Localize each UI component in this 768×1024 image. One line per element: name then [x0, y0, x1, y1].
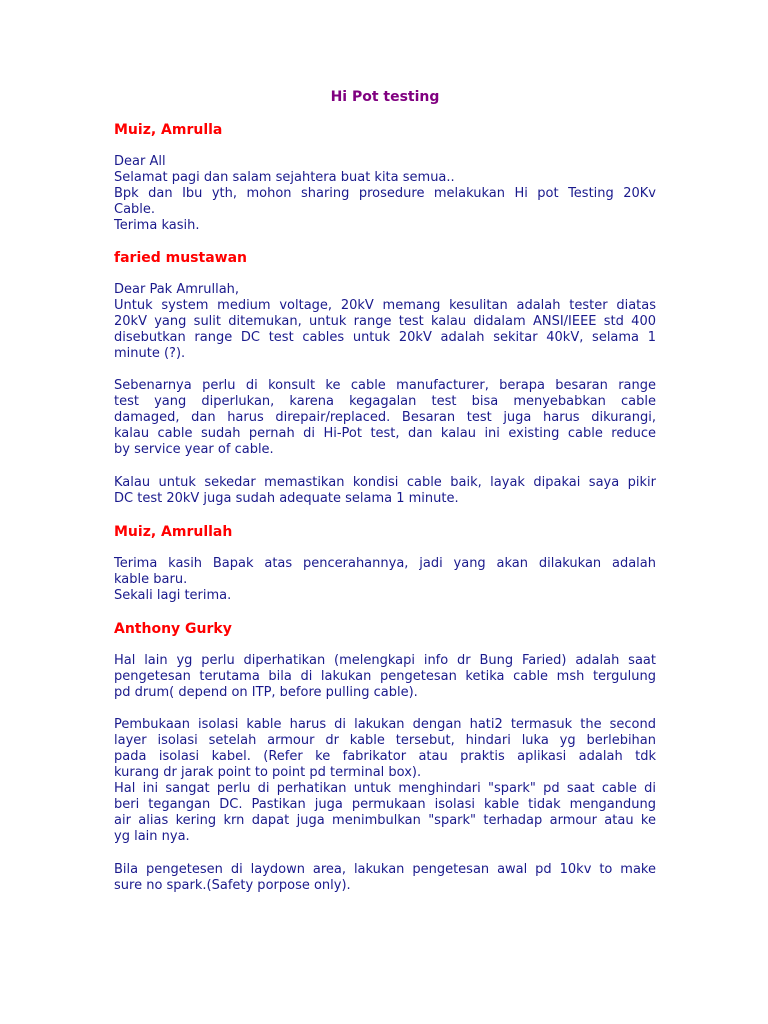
text-line: sure no spark.(Safety porpose only).	[114, 878, 351, 893]
post-author: Muiz, Amrulla	[114, 122, 223, 138]
text-line: Selamat pagi dan salam sejahtera buat kita semua..	[114, 170, 455, 185]
text-line: pada isolasi kabel. (Refer ke fabrikator atau praktis aplikasi adalah tdk	[114, 749, 656, 764]
text-line: Hal ini sangat perlu di perhatikan untuk menghindari "spark" pd saat cable di	[114, 781, 656, 796]
text-line: Bila pengetesen di laydown area, lakukan pengetesan awal pd 10kv to make	[114, 862, 656, 877]
text-line: kurang dr jarak point to point pd terminal box).	[114, 765, 422, 780]
text-line: pengetesan terutama bila di lakukan pengetesan ketika cable msh tergulung	[114, 669, 656, 684]
text-line: Dear All	[114, 154, 166, 169]
text-line: beri tegangan DC. Pastikan juga permukaan isolasi kable tidak mengandung	[114, 797, 656, 812]
text-line: minute (?).	[114, 346, 186, 361]
text-line: kable baru.	[114, 572, 188, 587]
text-line: disebutkan range DC test cables untuk 20kV adalah sekitar 40kV, selama 1	[114, 330, 656, 345]
post-paragraph	[114, 282, 656, 362]
text-line: Hal lain yg perlu diperhatikan (melengkapi info dr Bung Faried) adalah saat	[114, 653, 656, 668]
text-line: yg lain nya.	[114, 829, 190, 844]
post-paragraph	[114, 154, 656, 234]
post-author: Anthony Gurky	[114, 621, 232, 637]
text-line: Terima kasih Bapak atas pencerahannya, jadi yang akan dilakukan adalah	[114, 556, 656, 571]
text-line: damaged, dan harus direpair/replaced. Besaran test juga harus dikurangi,	[114, 410, 656, 425]
document-title: Hi Pot testing	[330, 89, 440, 105]
text-line: Untuk system medium voltage, 20kV memang kesulitan adalah tester diatas	[114, 298, 656, 313]
text-line: Sebenarnya perlu di konsult ke cable manufacturer, berapa besaran range	[114, 378, 656, 393]
text-line: DC test 20kV juga sudah adequate selama 1 minute.	[114, 491, 459, 506]
post-author: faried mustawan	[114, 250, 248, 266]
text-line: Dear Pak Amrullah,	[114, 282, 240, 297]
text-line: Bpk dan Ibu yth, mohon sharing prosedure melakukan Hi pot Testing 20Kv	[114, 186, 656, 201]
text-line: Pembukaan isolasi kable harus di lakukan dengan hati2 termasuk the second	[114, 717, 656, 732]
text-line: kalau cable sudah pernah di Hi-Pot test, dan kalau ini existing cable reduce	[114, 426, 656, 441]
text-line: by service year of cable.	[114, 442, 274, 457]
post-paragraph	[114, 556, 656, 604]
text-line: air alias kering krn dapat juga menimbulkan "spark" terhadap armour atau ke	[114, 813, 656, 828]
post-paragraph	[114, 653, 656, 701]
text-line: Cable.	[114, 202, 156, 217]
post-paragraph	[114, 717, 656, 845]
text-line: 20kV yang sulit ditemukan, untuk range test kalau didalam ANSI/IEEE std 400	[114, 314, 656, 329]
post-paragraph	[114, 378, 656, 458]
text-line: test yang diperlukan, karena kegagalan test bisa menyebabkan cable	[114, 394, 656, 409]
text-line: layer isolasi setelah armour dr kable tersebut, hindari luka yg berlebihan	[114, 733, 656, 748]
post-paragraph	[114, 862, 656, 894]
text-line: pd drum( depend on ITP, before pulling cable).	[114, 685, 418, 700]
text-line: Sekali lagi terima.	[114, 588, 232, 603]
post-paragraph	[114, 475, 656, 507]
text-line: Terima kasih.	[114, 218, 200, 233]
post-author: Muiz, Amrullah	[114, 524, 233, 540]
text-line: Kalau untuk sekedar memastikan kondisi cable baik, layak dipakai saya pikir	[114, 475, 656, 490]
